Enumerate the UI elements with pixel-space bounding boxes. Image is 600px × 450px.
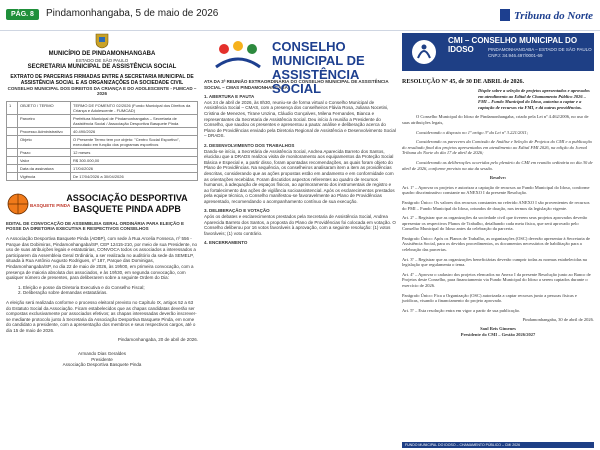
table-cell [7,127,18,135]
tribuna-logo-icon [500,6,594,24]
notice-subtitle: CONSELHO MUNICIPAL DOS DIREITOS DA CRIANÇA E DO ADOLESCENTE - FUMCAD – 2026 [7,85,197,97]
table-cell: 17/04/2026 [71,164,198,172]
signature-role: Presidente [91,356,113,362]
agenda-item-2: 2. Deliberação sobre demandas estatutárias. [18,290,108,296]
cmi-banner [402,33,594,71]
table-cell [7,172,18,180]
article-3: Art. 3º – Registrar que as organizações beneficiárias deverão cumprir todas as normas estabelecidas na legislação que regulamenta o tema. [402,256,587,268]
table-row [7,156,198,164]
table-cell [7,148,18,156]
article-2-paragraph: Parágrafo Único: Após os Planos de Trabalho, as organizações (OSC) deverão apresentar à Secretaria de Assistência Social, para os devidos procedimentos, os documentos necessários de habilitação para a celebração das parcerias. [402,235,590,253]
logo-text: Tribuna do Norte [514,10,594,22]
table-cell: 1 [7,101,18,114]
table-cell: 40.490/2026 [71,127,198,135]
cmas-banner-line-1: CONSELHO MUNICIPAL DE [272,39,365,68]
resolution-p3: Considerando os pareceres da Comissão de Análise e Seleção de Projetos do CMI e a publicação do resultado final dos projetos apresentados em atendimento ao Edital FMI 2026, na edição do Jornal Tribuna do Norte do dia 17 de abril de 2026; [402,139,593,156]
table-row [7,114,198,127]
signature-name: Armando Dias Geraldes [77,351,127,357]
article-4-paragraph: Parágrafo Único: Fica a Organização (OSC) autorizada a captar recursos junto a pessoas físicas e jurídicas, visando a financiamento do projeto aprovado. [402,292,577,304]
table-row [7,164,198,172]
section-4-heading: 4. ENCERRAMENTO [204,240,248,246]
resolution-p1: O Conselho Municipal do Idoso de Pindamonhangaba, criado pela Lei nº 4.462/2006, no uso de suas atribuições legais, [402,114,589,125]
table-cell: Objeto [18,135,71,148]
section-2-heading: 2. DESENVOLVIMENTO DOS TRABALHOS [204,142,295,148]
table-cell [7,135,18,148]
article-4: Art. 4º – Aprovar o cadastro dos projetos elencados no Anexo I da presente Resolução junto ao Banco de Projetos deste Conselho, para financiamento via Fundo Municipal do Idoso a serem captados durante o exercício de 2026. [402,271,591,289]
cmi-banner-sub-line-1: PINDAMONHANGABA – ESTADO DE SÃO PAULO [488,47,592,52]
table-row [7,135,198,148]
table-cell: TERMO DE FOMENTO 02/2026 (Fundo Municipal dos Direitos da Criança e Adolescente - FUMCAD) [71,101,198,114]
section-1-text: Aos 24 de abril de 2026, às 8h30, reuniu-se de forma virtual o Conselho Municipal de Assistência Social – CMAS, com a presença dos conselheiros Flávia Rosa, Juliana Nocetini, Cristina de Menezes, Tirane Unzina, Cláudio Gonçalves, Milena Fernandes, Bianca e representantes da Secretaria de Assistência Social. Deu início à reunião a Presidente do Conselho, que saudou os presentes e apresentou a pauta: análise e deliberação acerca do Plano de Providências enviado pela Diretoria Regional de Assistência e Desenvolvimento Social – DRADS. [204,99,396,139]
article-1-paragraph: Parágrafo Único: Os valores dos recursos constantes no referido ANEXO I são provenientes de recursos do FMI – Fundo Municipal do Idoso, oriundos de doação, nos termos da legislação vigente. [402,199,590,211]
table-row [7,148,198,156]
table-row [7,127,198,135]
edital-paragraph-1: A Associação Desportiva Basquete Pinda (ADBP), com sede à Rua Arcelia Fonseca, nº 556 - Parque das Dobimiras, Pindamonhangaba/SP, CEP 12415-210, por meio de sua Presidente, no uso de suas atribuições legais e estatutárias, CONVOCA todos os associados a interessados a participarem da Assembleia Geral Ordinária, a ser realizada no auditório da sede da SEMELP, situada à Rua Antônio Augusto Rodrigues, nº 187, Parque das Dominigas, Pindamonhangaba/SP, no dia 22 de maio de 2026, às 19h00, em primeira convocação, com a presença de maioria absoluta dos associados, e às 19h30, em segunda convocação, com qualquer número de presentes, para deliberarem sobre a seguinte Ordem do Dia: [6,235,197,281]
column-municipal-notices [6,33,198,443]
table-cell [7,156,18,164]
signature-org: Associação Desportiva Basquete Pinda [62,362,142,368]
cmi-logo-icon [408,38,440,66]
table-cell: Prazo [18,148,71,156]
notice-title: EXTRATO DE PARCERIAS FIRMADAS ENTRE A SECRETARIA MUNICIPAL DE ASSISTÊNCIA SOCIAL E AS ORGANIZAÇÕES DA SOCIEDADE CIVIL [10,73,194,86]
org-secretariat: SECRETARIA MUNICIPAL DE ASSISTÊNCIA SOCIAL [27,63,177,70]
table-cell: Valor [18,156,71,164]
page-number-badge: PÁG. 8 [6,9,39,20]
section-3-text: Após os debates e esclarecimentos prestados pela Secretaria de Assistência Social, Andrea Aparecida Barreto dos Santos, a proposta do Plano de Providências foi colocada em votação. O Conselho deliberou por 16 votos favoráveis à aprovação, com a seguinte resolução: (1) votos favoráveis; (1) voto contrário. [204,214,396,236]
abp-logo-text: BASQUETE PINDA [30,202,71,208]
article-2: Art. 2º – Registrar que as organizações da sociedade civil que tiverem seus projetos aprovados deverão apresentar os respectivos Planos de Trabalho, detalhando cada meta física, que será aprovado pelo Conselho Municipal do Idoso antes da celebração da parceria. [402,215,588,232]
section-2-text: Dando-se início, a Secretária de Assistência Social, Andrea Aparecida Barreto dos Santos, elucidou que a DRADS realizou visita de monitoramento aos equipamentos da Proteção Social Básica e Especial e, a partir disso, foram apontadas recomendações, as quais foram objeto do Plano de Providências. Na sequência, os conselheiros analisaram item a item as providências descritas, considerando que as ações propostas estão em andamento e em conformidade com as orientações recebidas. Foram discutidos aspectos referentes ao quadro de recursos humanos, à adequação de espaços físicos, ao aprimoramento dos instrumentais de registro e ao fortalecimento das ações de vigilância socioassistencial. Após os esclarecimentos prestados pela equipe técnica, o Conselho manifestou-se favoravelmente ao Plano de Providências apresentado, recomendando o acompanhamento contínuo de sua execução. [204,148,395,204]
resolution-signature-name: Saul Reis Gimenes [480,326,516,331]
abp-title: ASSOCIAÇÃO DESPORTIVA BASQUETE PINDA ADPB [66,192,188,214]
section-1-heading: 1. ABERTURA E PAUTA [204,94,255,100]
article-5: Art. 5º – Esta resolução entra em vigor a partir de sua publicação. [402,307,521,313]
table-cell: De 17/04/2026 a 30/04/2026 [71,172,198,180]
table-cell: Processo Administrativo [18,127,71,135]
org-name: MUNICÍPIO DE PINDAMONHANGABA [48,51,156,57]
section-3-heading: 3. DELIBERAÇÃO E VOTAÇÃO [204,208,270,214]
cmi-banner-sub-line-2: CNPJ: 34.946.497/0001-69 [488,52,543,58]
resolution-summary: Dispõe sobre a seleção de projetos apresentados e aprovados em atendimento ao Edital de Chamamento Público 2026 – FMI – Fundo Municipal do Idoso, autoriza a captar e a captação de recursos via FMI, e dá outras providências. [478,88,590,110]
column-cmas-minutes [204,33,396,443]
page-header [0,0,600,31]
table-row [7,101,198,114]
resolution-place-date: Pindamonhangaba, 30 de abril de 2026. [522,317,594,323]
table-cell: Data da assinatura [18,164,71,172]
cmi-banner-subtitle [488,47,592,58]
agenda-item-1: 1. Eleição e posse da Diretoria Executiva e do Conselho Fiscal; [18,284,145,290]
partnership-table [6,101,198,181]
column-cmi-resolution [402,33,594,443]
table-cell [7,114,18,127]
table-cell: OBJETO / TERMO [18,101,71,114]
cmas-banner-title [272,40,396,96]
table-cell: R$ 300.000,00 [71,156,198,164]
basketball-logo-icon [6,191,71,217]
table-cell: Vigência [18,172,71,180]
ata-title: ATA DA 3ª REUNIÃO EXTRAORDINÁRIA DO CONSELHO MUNICIPAL DE ASSISTÊNCIA SOCIAL – CMAS PINDAMONHANGABA [204,79,389,90]
resolution-p2: Considerando o disposto no 1º artigo 3º da Lei nº 3.221/2011; [416,129,529,135]
resolution-p4: Considerando as deliberações ocorridas pelo plenário do CMI em reunião ordinária no dia 30 de abril de 2026, conforme previsto na ata da sessão. [402,159,593,171]
cmi-footer-strip: FUNDO MUNICIPAL DO IDOSO – CHAMAMENTO PÚBLICO – CMI 2026 [402,442,594,448]
table-cell [7,164,18,172]
table-cell: 12 meses [71,148,198,156]
cmi-banner-title: CMI – CONSELHO MUNICIPAL DO IDOSO [448,36,578,54]
resolve-heading: Resolve: [489,175,507,181]
dateline: Pindamonhangaba, 5 de maio de 2026 [46,8,219,19]
table-cell: Parceiro [18,114,71,127]
table-cell: O Presente Termo tem por objeto: "Centro Social Esportivo", executado em função dos programas esportivos [71,135,198,148]
municipal-crest-icon [95,33,109,49]
cmas-logo-icon [210,37,266,71]
resolution-title: RESOLUÇÃO Nº 45, de 30 DE ABRIL de 2026. [402,79,524,85]
article-1: Art. 1º – Aprovar os projetos e autorizar a captação de recursos ao Fundo Municipal do Idoso, conforme quadro discriminativo constante no ANEXO I da presente Resolução. [402,184,590,196]
cmas-banner-line-2: ASSISTÊNCIA SOCIAL [272,67,359,96]
org-state: ESTADO DE SÃO PAULO [75,58,129,63]
table-row [7,172,198,180]
resolution-signature-role: Presidente do CMI – Gestão 2026/2027 [460,331,536,337]
edital-paragraph-2: A eleição será realizada conforme o processo eleitoral previsto no Capítulo IX, artigos 52 a 63 do Estatuto Social da Associação. Ficam estabelecidos que as chapas candidatas deverão ser compostas exclusivamente por associados efetivos; as chapas interessadas deverão inscrever-se mediante protocolo junto à Secretaria da Associação Desportiva Basquete Pinda, em nome do candidato a presidente, com a apresentação dos membros e seus respectivos cargos, até o dia 15 de maio de 2026. [6,299,197,333]
place-date: Pindamonhangaba, 20 de abril de 2026. [117,337,198,343]
newspaper-logo [500,6,594,24]
table-cell: Prefeitura Municipal de Pindamonhangaba – Secretaria de Assistência Social / Associação Desportiva Basquete Pinda [71,114,198,127]
edital-title: EDITAL DE CONVOCAÇÃO DE ASSEMBLEIA GERAL ORDINÁRIA PARA ELEIÇÃO E POSSE DA DIRETORIA EXECUTIVA E RESPECTIVOS CONSELHOS [6,220,185,232]
abp-header [6,191,198,217]
